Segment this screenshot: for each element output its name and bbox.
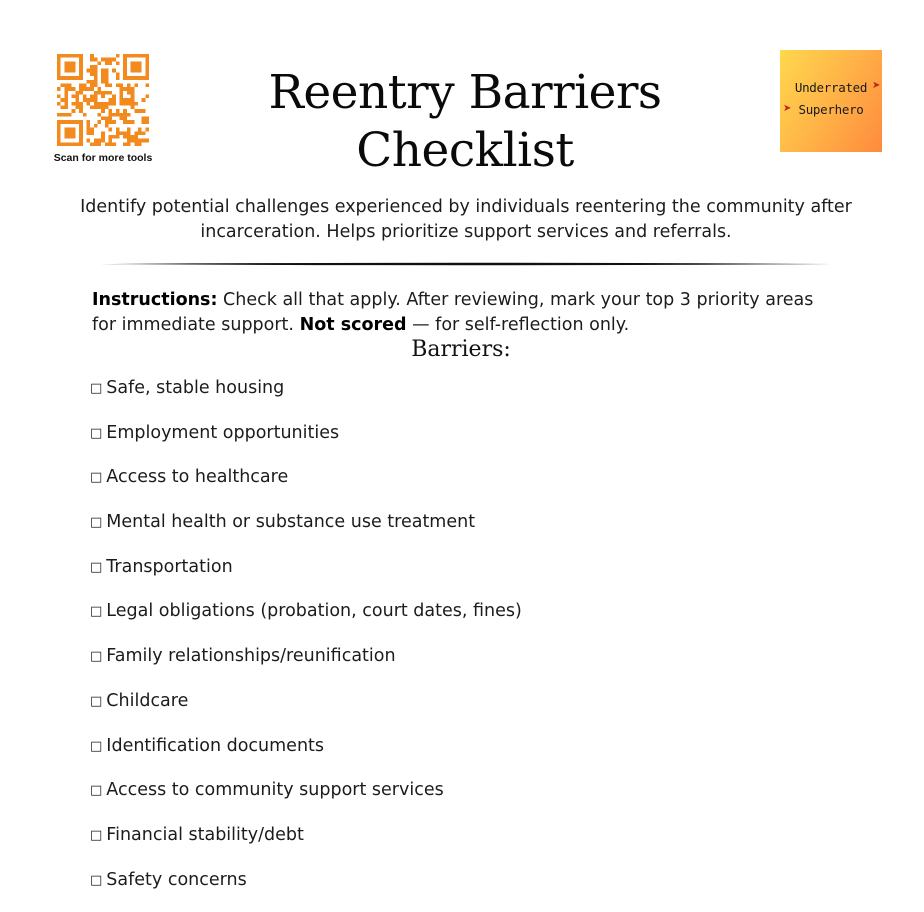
- barrier-label: Employment opportunities: [106, 422, 340, 443]
- barrier-label: Legal obligations (probation, court dates, fines): [106, 601, 522, 622]
- checkbox-icon[interactable]: □: [90, 827, 103, 843]
- barrier-item[interactable]: [90, 868, 522, 912]
- checkbox-icon[interactable]: □: [90, 425, 103, 441]
- checkbox-icon[interactable]: □: [90, 783, 103, 799]
- barrier-item[interactable]: [90, 778, 522, 823]
- barrier-label: Access to healthcare: [106, 467, 289, 488]
- barrier-label: Financial stability/debt: [106, 824, 304, 845]
- barriers-heading: Barriers:: [411, 337, 511, 362]
- instructions-text-2: — for self-reflection only.: [406, 315, 630, 335]
- arrow-icon: ➤: [872, 80, 881, 91]
- barrier-item[interactable]: [90, 734, 522, 779]
- barrier-item[interactable]: [90, 599, 522, 644]
- page-title: [200, 64, 730, 180]
- qr-caption: Scan for more tools: [53, 152, 153, 164]
- barrier-label: Family relationships/reunification: [106, 646, 396, 667]
- qr-code-icon[interactable]: [57, 54, 149, 146]
- barrier-item[interactable]: [90, 644, 522, 689]
- checkbox-icon[interactable]: □: [90, 693, 103, 709]
- instructions: [92, 288, 842, 338]
- title-line-1: Reentry Barriers: [268, 65, 662, 120]
- divider: [100, 262, 832, 266]
- underrated-superhero-logo: [780, 50, 882, 152]
- barrier-item[interactable]: [90, 510, 522, 555]
- barrier-item[interactable]: [90, 689, 522, 734]
- arrow-icon: ➤: [783, 103, 792, 114]
- barrier-label: Mental health or substance use treatment: [106, 512, 476, 533]
- checkbox-icon[interactable]: □: [90, 738, 103, 754]
- barrier-list: [90, 376, 522, 912]
- instructions-label: Instructions:: [92, 290, 218, 310]
- checkbox-icon[interactable]: □: [90, 515, 103, 531]
- barrier-label: Access to community support services: [106, 780, 444, 801]
- checkbox-icon[interactable]: □: [90, 872, 103, 888]
- barrier-label: Transportation: [106, 556, 233, 577]
- page-subtitle: Identify potential challenges experienced by individuals reentering the community after incarceration. Helps prioritize support services and referrals.: [80, 197, 852, 242]
- barrier-label: Safe, stable housing: [106, 378, 285, 398]
- barrier-item[interactable]: [90, 555, 522, 600]
- checkbox-icon[interactable]: □: [90, 649, 103, 665]
- checkbox-icon[interactable]: □: [90, 559, 103, 575]
- barrier-label: Safety concerns: [106, 869, 247, 890]
- checkbox-icon[interactable]: □: [90, 381, 103, 396]
- checkbox-icon[interactable]: □: [90, 470, 103, 486]
- barrier-item[interactable]: [90, 421, 522, 466]
- logo-line-1: Underrated: [794, 80, 868, 95]
- logo-line-2: Superhero: [798, 102, 864, 117]
- barrier-label: Childcare: [106, 690, 189, 711]
- barrier-item[interactable]: [90, 465, 522, 510]
- not-scored-label: Not scored: [299, 315, 407, 335]
- qr-code-block: [48, 54, 158, 164]
- title-line-2: Checklist: [356, 123, 574, 178]
- checkbox-icon[interactable]: □: [90, 604, 103, 620]
- barrier-label: Identification documents: [106, 735, 325, 756]
- instructions-text-1: Check all that apply. After reviewing, mark your top 3 priority areas for immediate support.: [92, 290, 814, 335]
- barrier-item[interactable]: [90, 823, 522, 868]
- barrier-item[interactable]: [90, 376, 522, 421]
